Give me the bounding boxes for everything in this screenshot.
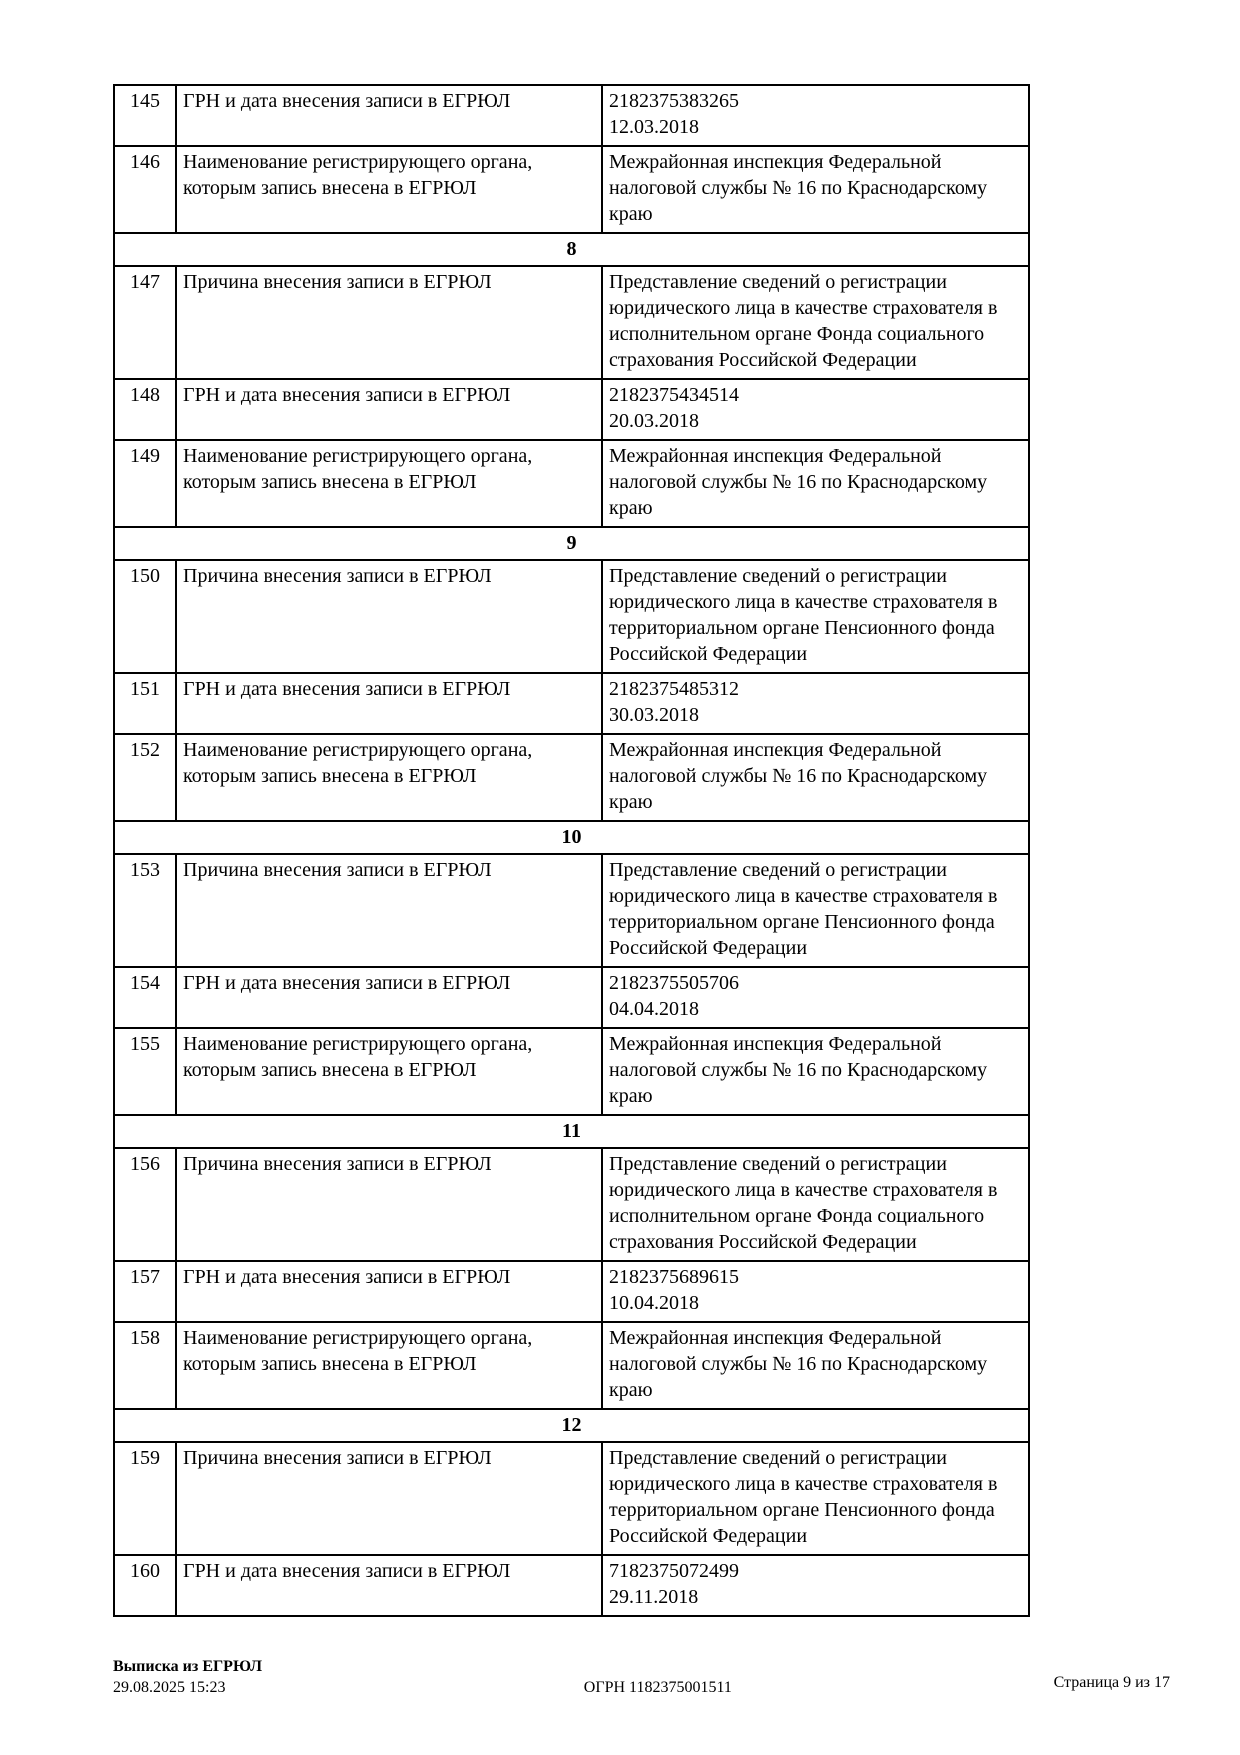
row-number-cell: 158 — [114, 1322, 176, 1409]
row-value-line: 7182375072499 — [609, 1560, 739, 1582]
row-value-line: 2182375383265 — [609, 90, 739, 112]
row-value-cell — [602, 967, 1029, 1028]
table-row — [114, 379, 1029, 440]
row-label-cell: ГРН и дата внесения записи в ЕГРЮЛ — [176, 1555, 602, 1616]
footer-document-title: Выписка из ЕГРЮЛ — [113, 1658, 263, 1675]
footer-page-number: Страница 9 из 17 — [1053, 1674, 1170, 1691]
row-number-cell: 147 — [114, 266, 176, 379]
row-label-cell: ГРН и дата внесения записи в ЕГРЮЛ — [176, 85, 602, 146]
row-number-cell: 153 — [114, 854, 176, 967]
table-row — [114, 854, 1029, 967]
section-number: 10 — [114, 821, 1029, 854]
row-number-cell: 151 — [114, 673, 176, 734]
row-number-cell: 157 — [114, 1261, 176, 1322]
row-label-cell: Наименование регистрирующего органа, которым запись внесена в ЕГРЮЛ — [176, 1322, 602, 1409]
table-row — [114, 1028, 1029, 1115]
egrul-table-container — [113, 84, 1030, 1617]
section-number: 12 — [114, 1409, 1029, 1442]
row-number-cell: 159 — [114, 1442, 176, 1555]
table-row — [114, 560, 1029, 673]
row-value-line: 2182375505706 — [609, 972, 739, 994]
row-value-cell — [602, 1261, 1029, 1322]
row-number-cell: 146 — [114, 146, 176, 233]
row-number-cell: 148 — [114, 379, 176, 440]
row-value-cell — [602, 1322, 1029, 1409]
row-value-line: Межрайонная инспекция Федеральной налоговой службы № 16 по Краснодарскому краю — [609, 739, 988, 813]
row-value-cell — [602, 379, 1029, 440]
row-label-cell: Наименование регистрирующего органа, которым запись внесена в ЕГРЮЛ — [176, 146, 602, 233]
row-value-cell — [602, 1148, 1029, 1261]
table-row — [114, 440, 1029, 527]
egrul-records-table — [113, 84, 1030, 1617]
row-value-line: Представление сведений о регистрации юридического лица в качестве страхователя в территориальном органе Пенсионного фонда Российской Федерации — [609, 565, 998, 665]
row-number-cell: 155 — [114, 1028, 176, 1115]
section-header-row — [114, 1115, 1029, 1148]
row-value-line: Межрайонная инспекция Федеральной налоговой службы № 16 по Краснодарскому краю — [609, 151, 988, 225]
row-label-cell: ГРН и дата внесения записи в ЕГРЮЛ — [176, 673, 602, 734]
row-value-line: Представление сведений о регистрации юридического лица в качестве страхователя в территориальном органе Пенсионного фонда Российской Федерации — [609, 1447, 998, 1547]
footer-timestamp: 29.08.2025 15:23 — [113, 1679, 226, 1696]
row-value-cell — [602, 1442, 1029, 1555]
table-row — [114, 266, 1029, 379]
row-label-cell: Причина внесения записи в ЕГРЮЛ — [176, 266, 602, 379]
row-label-cell: Причина внесения записи в ЕГРЮЛ — [176, 854, 602, 967]
section-header-row — [114, 821, 1029, 854]
row-value-cell — [602, 266, 1029, 379]
section-header-row — [114, 233, 1029, 266]
row-number-cell: 150 — [114, 560, 176, 673]
table-row — [114, 734, 1029, 821]
table-row — [114, 1261, 1029, 1322]
footer-left-block — [113, 1656, 262, 1698]
section-header-row — [114, 1409, 1029, 1442]
row-label-cell: ГРН и дата внесения записи в ЕГРЮЛ — [176, 379, 602, 440]
row-value-line: Межрайонная инспекция Федеральной налоговой службы № 16 по Краснодарскому краю — [609, 1327, 988, 1401]
row-value-line: 12.03.2018 — [609, 116, 699, 138]
row-value-line: Представление сведений о регистрации юридического лица в качестве страхователя в исполнительном органе Фонда социального страхования Российской Федерации — [609, 271, 998, 371]
row-value-cell — [602, 85, 1029, 146]
row-value-line: Межрайонная инспекция Федеральной налоговой службы № 16 по Краснодарскому краю — [609, 1033, 988, 1107]
row-value-cell — [602, 146, 1029, 233]
table-row — [114, 1442, 1029, 1555]
row-value-line: 2182375485312 — [609, 678, 739, 700]
row-number-cell: 156 — [114, 1148, 176, 1261]
section-header-row — [114, 527, 1029, 560]
table-row — [114, 146, 1029, 233]
table-row — [114, 1322, 1029, 1409]
row-label-cell: Причина внесения записи в ЕГРЮЛ — [176, 560, 602, 673]
row-label-cell: Наименование регистрирующего органа, которым запись внесена в ЕГРЮЛ — [176, 734, 602, 821]
row-value-cell — [602, 854, 1029, 967]
row-value-cell — [602, 560, 1029, 673]
row-label-cell: ГРН и дата внесения записи в ЕГРЮЛ — [176, 967, 602, 1028]
row-label-cell: Наименование регистрирующего органа, которым запись внесена в ЕГРЮЛ — [176, 1028, 602, 1115]
row-value-line: 29.11.2018 — [609, 1586, 699, 1608]
table-row — [114, 673, 1029, 734]
row-label-cell: Причина внесения записи в ЕГРЮЛ — [176, 1442, 602, 1555]
section-number: 11 — [114, 1115, 1029, 1148]
table-row — [114, 1148, 1029, 1261]
row-number-cell: 160 — [114, 1555, 176, 1616]
row-value-line: 04.04.2018 — [609, 998, 699, 1020]
row-value-line: 2182375434514 — [609, 384, 739, 406]
section-number: 9 — [114, 527, 1029, 560]
row-value-cell — [602, 1555, 1029, 1616]
row-value-line: 2182375689615 — [609, 1266, 739, 1288]
row-label-cell: Наименование регистрирующего органа, которым запись внесена в ЕГРЮЛ — [176, 440, 602, 527]
row-value-line: Межрайонная инспекция Федеральной налоговой службы № 16 по Краснодарскому краю — [609, 445, 988, 519]
row-value-cell — [602, 440, 1029, 527]
row-value-cell — [602, 1028, 1029, 1115]
table-row — [114, 1555, 1029, 1616]
row-number-cell: 152 — [114, 734, 176, 821]
row-value-line: 10.04.2018 — [609, 1292, 699, 1314]
row-value-line: 30.03.2018 — [609, 704, 699, 726]
row-value-cell — [602, 734, 1029, 821]
row-value-line: 20.03.2018 — [609, 410, 699, 432]
row-label-cell: ГРН и дата внесения записи в ЕГРЮЛ — [176, 1261, 602, 1322]
row-number-cell: 145 — [114, 85, 176, 146]
row-label-cell: Причина внесения записи в ЕГРЮЛ — [176, 1148, 602, 1261]
table-row — [114, 967, 1029, 1028]
table-row — [114, 85, 1029, 146]
row-value-cell — [602, 673, 1029, 734]
row-value-line: Представление сведений о регистрации юридического лица в качестве страхователя в территориальном органе Пенсионного фонда Российской Федерации — [609, 859, 998, 959]
page-footer — [113, 1656, 1170, 1698]
row-value-line: Представление сведений о регистрации юридического лица в качестве страхователя в исполнительном органе Фонда социального страхования Российской Федерации — [609, 1153, 998, 1253]
footer-ogrn: ОГРН 1182375001511 — [583, 1679, 732, 1696]
section-number: 8 — [114, 233, 1029, 266]
row-number-cell: 149 — [114, 440, 176, 527]
row-number-cell: 154 — [114, 967, 176, 1028]
